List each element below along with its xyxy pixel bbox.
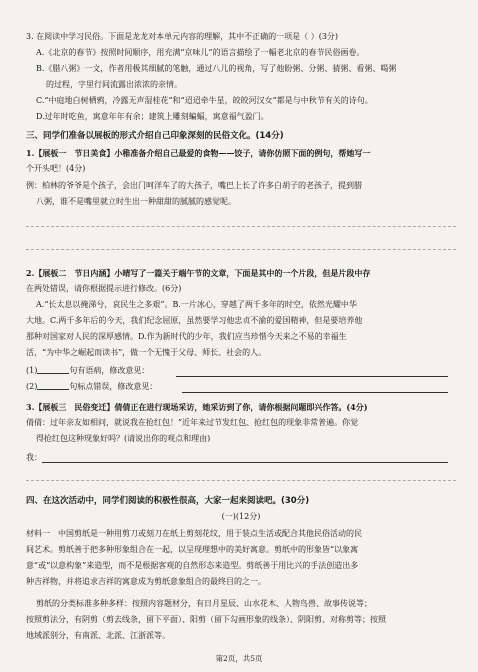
panel-1-head-cont: 个开头吧！(4分) [26, 164, 86, 173]
material-1-line-2: 间艺术。剪纸善于把多种形象组合在一起，以呈现理想中的美好寓意。剪纸中的形象皆“以象寓 [26, 545, 359, 554]
panel-2-head: 2.【展板二 节日内涵】小晴写了一篇关于端午节的文章，下面是其中的一个片段，但是片段中存 [26, 268, 371, 278]
panel-1-answer-line-1[interactable] [26, 226, 456, 227]
material-1-line-1: 材料一 中国剪纸是一种用剪刀或刻刀在纸上剪刻花纹，用于装点生活或配合其他民俗活动的民 [26, 529, 362, 538]
section-4-subtitle: (一)(12分) [221, 512, 261, 521]
panel-2-text-4: 活，“为中华之崛起而读书”，做一个无愧于父母、师长、社会的人。 [26, 348, 267, 357]
fill-1-label: 句有语病，修改意见： [69, 366, 150, 375]
panel-2-text-2: 大地。C.两千多年后的今天，我们纪念屈原，虽然要学习他忠贞不渝的爱国精神，但是要培养他 [26, 316, 363, 325]
fill-1-answer-line[interactable] [176, 376, 448, 377]
material-1-line-6: 按照剪法分，有阴剪（剪去线条，留下平面）、阳剪（留下勾画形象的线条）、阴阳剪、对称剪等；按照 [26, 615, 386, 624]
panel-3-head: 3.【展板三 民俗变迁】倩倩正在进行现场采访，她采访到了你，请你根据问题即兴作答。(4分) [26, 402, 368, 412]
panel-2-text-3: 那种对国家对人民的深厚感情。D.作为新时代的少年，我们应当珍惜今天来之不易的幸福生 [26, 332, 347, 341]
fill-2-blank[interactable] [37, 380, 69, 390]
panel-1-answer-line-2[interactable] [26, 249, 456, 250]
section-3-title: 三、同学们准备以展板的形式介绍自己印象深刻的民俗文化。(14分) [26, 131, 284, 141]
q3-option-c: C.“中庭地白树栖鸦，冷露无声湿桂花”和“迢迢牵牛星，皎皎河汉女”都是与中秋节有关的诗句。 [36, 96, 373, 105]
panel-1-example: 例：柏林的爷爷是个孩子，会出门呵洋车了的大孩子，嘴巴上长了许多白胡子的老孩子，提到腊 [26, 181, 362, 190]
material-1-line-5: 剪纸的分类标准多种多样：按照内容题材分，有日月星辰、山水花木、人物鸟兽、故事传说等； [36, 599, 372, 608]
fill-2-answer-line[interactable] [182, 392, 448, 393]
panel-2-head-cont: 在两处错误，请你根据提示进行修改。(6分) [26, 284, 182, 293]
page-footer: 第2页，共5页 [215, 654, 263, 663]
q3-option-a: A.《北京的春节》按照时间顺序，用充满“京味儿”的语言描绘了一幅老北京的春节民俗画卷。 [36, 48, 365, 57]
fill-1-number: (1) [26, 366, 38, 375]
fill-2-label: 句标点错误，修改意见： [69, 382, 158, 391]
fill-2-number: (2) [26, 382, 38, 391]
panel-1-head: 1.【展板一 节日美食】小稚准备介绍自己最爱的食物——饺子，请你仿照下面的例句，帮她写一 [26, 148, 371, 158]
section-4-title: 四、在这次活动中，同学们阅读的积极性很高，大家一起来阅读吧。(30分) [26, 496, 310, 506]
panel-1-example-cont: 八粥，谁不是嘴里就立时生出一种甜甜的腻腻的感觉呢。 [36, 197, 236, 206]
panel-2-text-1: A.“长太息以掩涕兮，哀民生之多艰”。B.一片冰心，穿越了两千多年的时空，依然光耀中华 [36, 300, 357, 309]
panel-3-answer-line-2[interactable] [26, 480, 456, 481]
material-1-line-7: 地域派别分，有南派、北派、江浙派等。 [26, 631, 170, 640]
q3-stem: 3. 在阅读中学习民俗。下面是龙龙对本单元内容的理解，其中不正确的一项是（ ）(3分) [26, 32, 339, 41]
material-1-line-3: 意”或“以意构象”来造型，而不是根据客观的自然形态来造型。剪纸善于用比兴的手法创造出多 [26, 561, 359, 570]
q3-option-b: B.《腊八粥》一文，作者用极其细腻的笔触，通过八儿的视角，写了他盼粥、分粥、猜粥、看粥、喝粥 [36, 64, 397, 73]
panel-3-question-cont: 得抢红包这种现象好吗？(请说出你的观点和理由) [36, 434, 211, 443]
q3-option-b-cont: 的过程，字里行间流露出浓浓的亲情。 [46, 80, 182, 89]
q3-option-d: D.过年时吃鱼，寓意年年有余；建筑上雕刻蝙蝠，寓意福气盈门。 [36, 112, 269, 121]
fill-1-blank[interactable] [37, 364, 69, 374]
panel-3-me-label: 我： [26, 453, 42, 462]
material-1-line-4: 种吉祥物，并将追求吉祥的寓意成为剪纸意象组合的最终目的之一。 [26, 577, 266, 586]
panel-3-question: 倩倩：过年亲友如相问，就说我在抢红包！”近年来过节发红包、抢红包的现象非常普遍。你觉 [26, 418, 359, 427]
panel-3-answer-line-1[interactable] [42, 462, 448, 463]
